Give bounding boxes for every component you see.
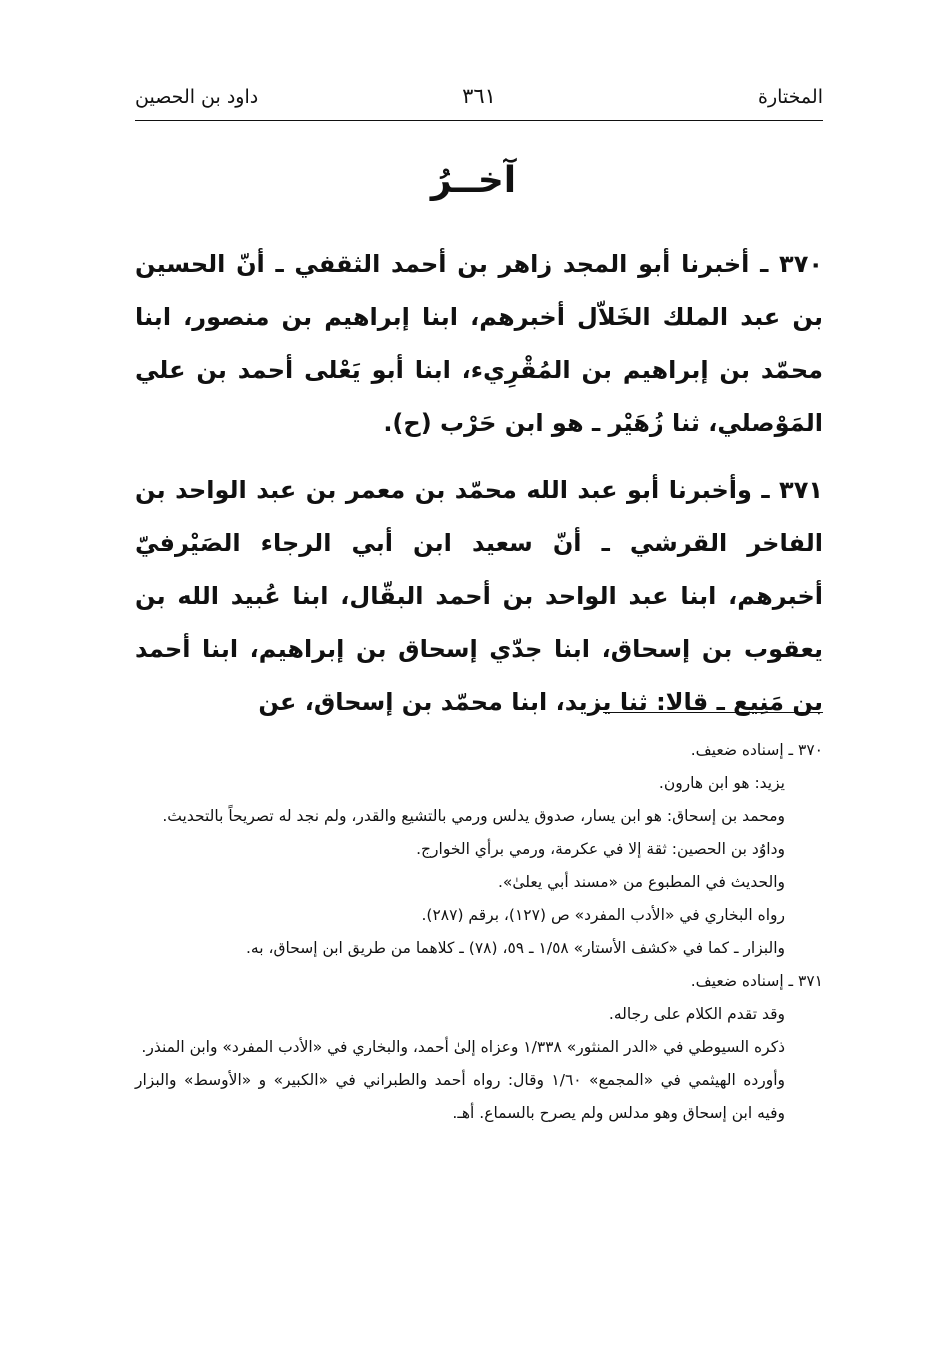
footnote-370-line: ومحمد بن إسحاق: هو ابن يسار، صدوق يدلس ورمي بالتشيع والقدر، ولم نجد له تصريحاً بالتحديث. [162,807,785,825]
hadith-371: ٣٧١ ـ وأخبرنا أبو عبد الله محمّد بن معمر بن عبد الواحد بن الفاخر القرشي ـ أنّ سعيد ابن أبي الرجاء الصَيْرفيّ أخبرهم، ابنا عبد الواحد بن أحمد البقّال، ابنا عُبيد الله بن يعقوب بن إسحاق، ابنا جدّي إسحاق بن إبراهيم، ابنا أحمد بن مَنِيع ـ قالا: ثنا يزيد، ابنا محمّد بن إسحاق، عن [135,476,823,716]
footnote-371-head: ٣٧١ ـ إسناده ضعيف. [690,972,823,990]
page-number: ٣٦١ [462,84,496,108]
footnote-371-line: وقد تقدم الكلام على رجاله. [608,1005,785,1023]
chapter-title: داود بن الحصين [135,86,259,108]
footnote-separator [603,712,823,713]
footnote-370-head: ٣٧٠ ـ إسناده ضعيف. [690,741,823,759]
section-title: آخــرُ [430,160,517,201]
footnote-371-line: ذكره السيوطي في «الدر المنثور» ١/٣٣٨ وعزاه إلىٰ أحمد، والبخاري في «الأدب المفرد» وابن المنذر. [141,1038,785,1056]
footnote-370-line: يزيد: هو ابن هارون. [658,774,785,792]
footnote-370-line: رواه البخاري في «الأدب المفرد» ص (١٢٧)، برقم (٢٨٧). [421,906,785,924]
footnote-370-line: وداوُد بن الحصين: ثقة إلا في عكرمة، ورمي برأي الخوارج. [416,840,785,858]
footnote-370-line: والحديث في المطبوع من «مسند أبي يعلىٰ». [497,873,785,891]
running-header [135,86,823,121]
hadith-370: ٣٧٠ ـ أخبرنا أبو المجد زاهر بن أحمد الثقفي ـ أنّ الحسين بن عبد الملك الخَلاّل أخبرهم، ابنا إبراهيم بن منصور، ابنا محمّد بن إبراهيم بن المُقْرِيء، ابنا أبو يَعْلى أحمد بن علي المَوْصلي، ثنا زُهَيْر ـ هو ابن حَرْب (ح). [135,250,823,437]
footnotes [135,734,823,1130]
footnote-371-line: وأورده الهيثمي في «المجمع» ١/٦٠ وقال: رواه أحمد والطبراني في «الكبير» و «الأوسط» والبزار وفيه ابن إسحاق وهو مدلس ولم يصرح بالسماع. أهـ. [135,1071,785,1122]
footnote-370-line: والبزار ـ كما في «كشف الأستار» ١/٥٨ ـ ٥٩، (٧٨) ـ كلاهما من طريق ابن إسحاق، به. [245,939,785,957]
main-text [135,238,823,729]
book-title: المختارة [758,86,823,108]
